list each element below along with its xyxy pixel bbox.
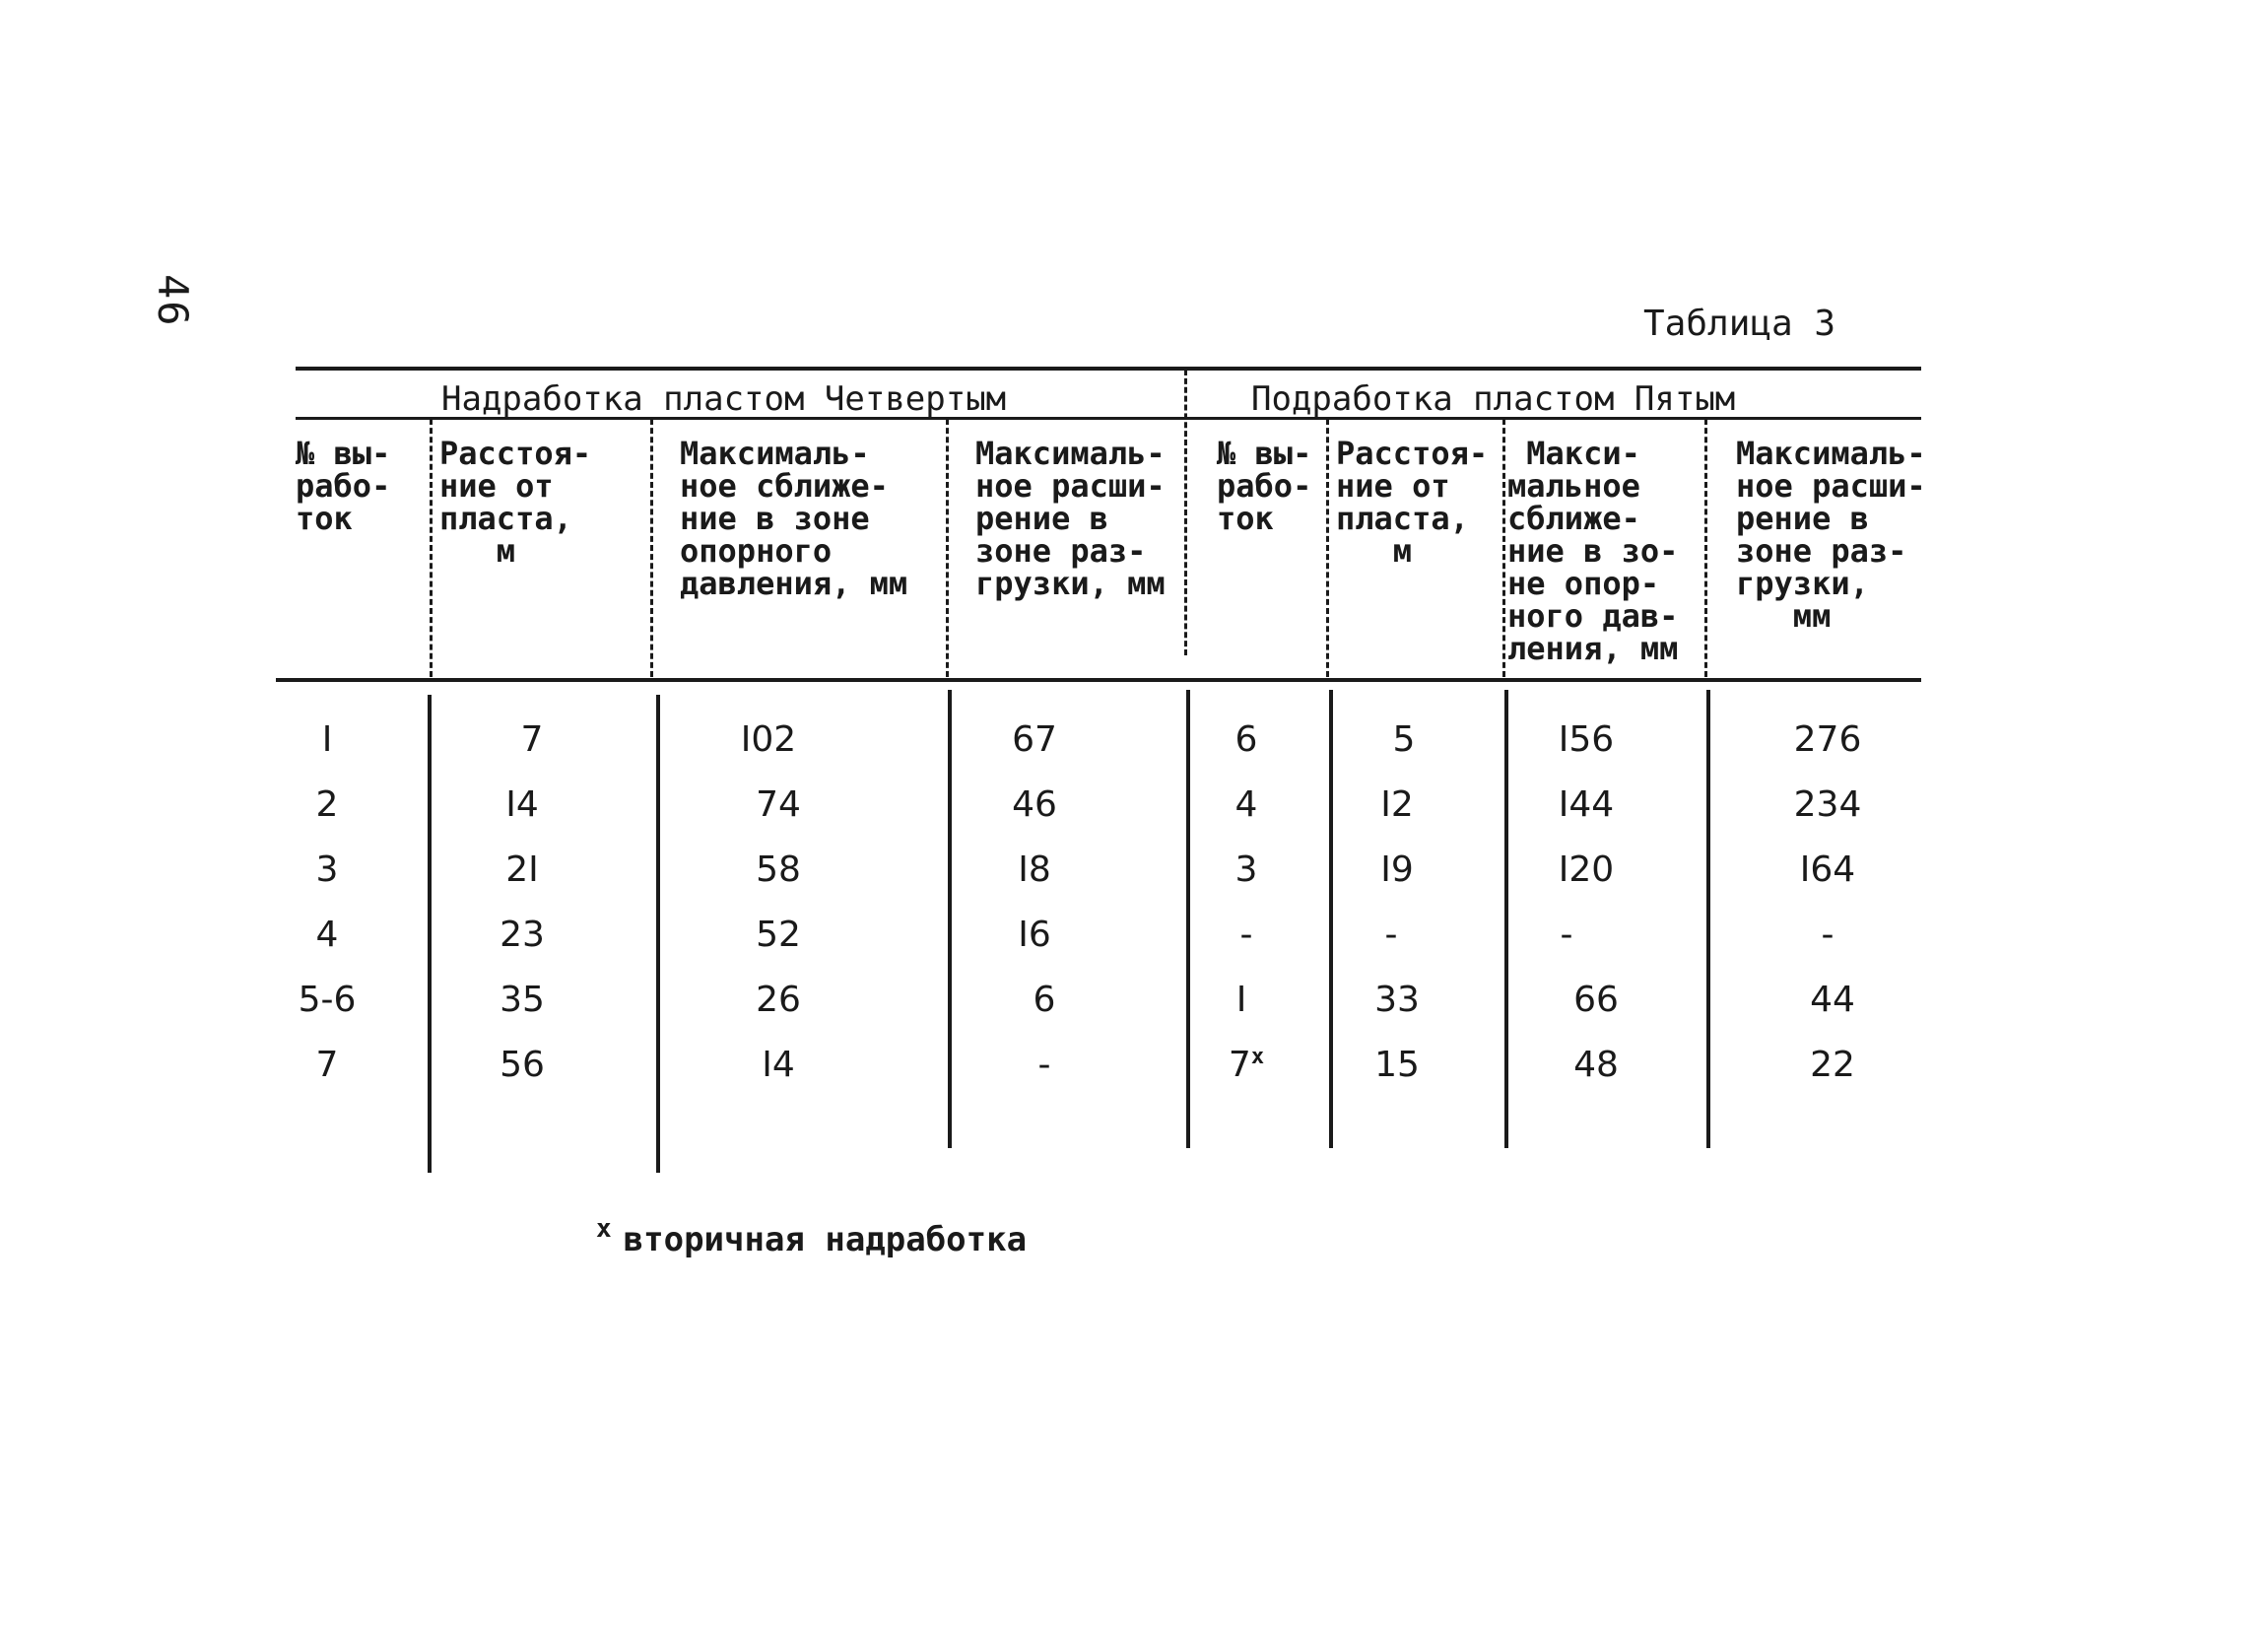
table-cell: 6 xyxy=(1033,980,1056,1020)
table-cell: I44 xyxy=(1558,784,1615,825)
table-cell: - xyxy=(1384,915,1398,955)
header-divider xyxy=(1326,419,1329,677)
table-cell: I xyxy=(1235,980,1247,1020)
table-cell: I20 xyxy=(1558,849,1615,890)
table-cell: 2 xyxy=(315,784,339,825)
table-cell: 66 xyxy=(1573,980,1619,1020)
group-title-left: Надработка пластом Четвертым xyxy=(441,379,1007,419)
table-cell: 46 xyxy=(1012,784,1057,825)
header-divider xyxy=(946,419,949,677)
table-cell: 44 xyxy=(1810,980,1855,1020)
header-left-convergence: Максималь- ное сближе- ние в зоне опорного давления, мм xyxy=(680,435,908,602)
table-cell: I xyxy=(321,719,333,760)
table-cell: 2I xyxy=(505,849,539,890)
table-cell: - xyxy=(1560,915,1573,955)
table-cell: 7 xyxy=(315,1045,339,1085)
table-cell: 52 xyxy=(756,915,801,955)
header-right-convergence: Макси- мальное сближе- ние в зо- не опор- ного дав- ления, мм xyxy=(1507,435,1679,667)
table-cell: - xyxy=(1037,1045,1051,1085)
footnote-mark: x xyxy=(596,1214,612,1244)
body-divider xyxy=(948,690,952,1148)
header-divider xyxy=(650,419,653,677)
table-cell-value: 7 xyxy=(1228,1045,1251,1085)
table-cell: 74 xyxy=(756,784,801,825)
table-cell xyxy=(1187,1045,1305,1085)
header-divider xyxy=(430,419,433,677)
header-divider xyxy=(1502,419,1505,677)
table-cell: 26 xyxy=(756,980,801,1020)
header-right-number: № вы- рабо- ток xyxy=(1217,435,1312,537)
group-title-right: Подработка пластом Пятым xyxy=(1251,379,1736,419)
header-left-distance: Расстоя- ние от пласта, м xyxy=(439,435,592,570)
table-cell: 7 xyxy=(520,719,544,760)
table-cell: - xyxy=(1239,915,1253,955)
table-cell: 35 xyxy=(500,980,545,1020)
table-cell: 3 xyxy=(1234,849,1258,890)
header-divider xyxy=(1184,370,1187,655)
header-left-expansion: Максималь- ное расши- рение в зоне раз- грузки, мм xyxy=(975,435,1166,602)
table-cell: 56 xyxy=(500,1045,545,1085)
table-cell: 4 xyxy=(1234,784,1258,825)
table-cell: I6 xyxy=(1018,915,1051,955)
header-right-distance: Расстоя- ние от пласта, м xyxy=(1336,435,1489,570)
table-cell: 67 xyxy=(1012,719,1057,760)
header-right-expansion: Максималь- ное расши- рение в зоне раз- грузки, мм xyxy=(1736,435,1926,635)
table-cell: I2 xyxy=(1380,784,1414,825)
table-cell: 23 xyxy=(500,915,545,955)
table-cell: I56 xyxy=(1558,719,1615,760)
body-divider xyxy=(656,695,660,1173)
table-cell: I02 xyxy=(740,719,797,760)
table-cell: 276 xyxy=(1793,719,1862,760)
body-divider xyxy=(1706,690,1710,1148)
table-cell: 33 xyxy=(1374,980,1420,1020)
table-cell: - xyxy=(1821,915,1834,955)
table-cell: I4 xyxy=(505,784,539,825)
table-cell: 15 xyxy=(1374,1045,1420,1085)
table-cell: 6 xyxy=(1234,719,1258,760)
table-cell: I64 xyxy=(1799,849,1856,890)
body-divider xyxy=(428,695,432,1173)
footnote-text: вторичная надработка xyxy=(623,1220,1028,1259)
table-cell: 58 xyxy=(756,849,801,890)
table-cell: 4 xyxy=(315,915,339,955)
table-cell: I4 xyxy=(762,1045,795,1085)
table-cell: I9 xyxy=(1380,849,1414,890)
table-cell: 22 xyxy=(1810,1045,1855,1085)
table-cell: 3 xyxy=(315,849,339,890)
secondary-mark: x xyxy=(1250,1045,1265,1069)
table-caption: Таблица 3 xyxy=(1643,304,1836,344)
table-cell: I8 xyxy=(1018,849,1051,890)
header-left-number: № вы- рабо- ток xyxy=(296,435,391,537)
table-cell: 5 xyxy=(1392,719,1416,760)
header-divider xyxy=(1704,419,1707,677)
footnote xyxy=(596,1214,1027,1259)
table-cell: 234 xyxy=(1793,784,1862,825)
top-rule xyxy=(296,367,1921,371)
table-cell: 5-6 xyxy=(298,980,357,1020)
page-number: 46 xyxy=(149,274,197,328)
table-cell: 48 xyxy=(1573,1045,1619,1085)
header-bottom-rule xyxy=(276,678,1921,682)
